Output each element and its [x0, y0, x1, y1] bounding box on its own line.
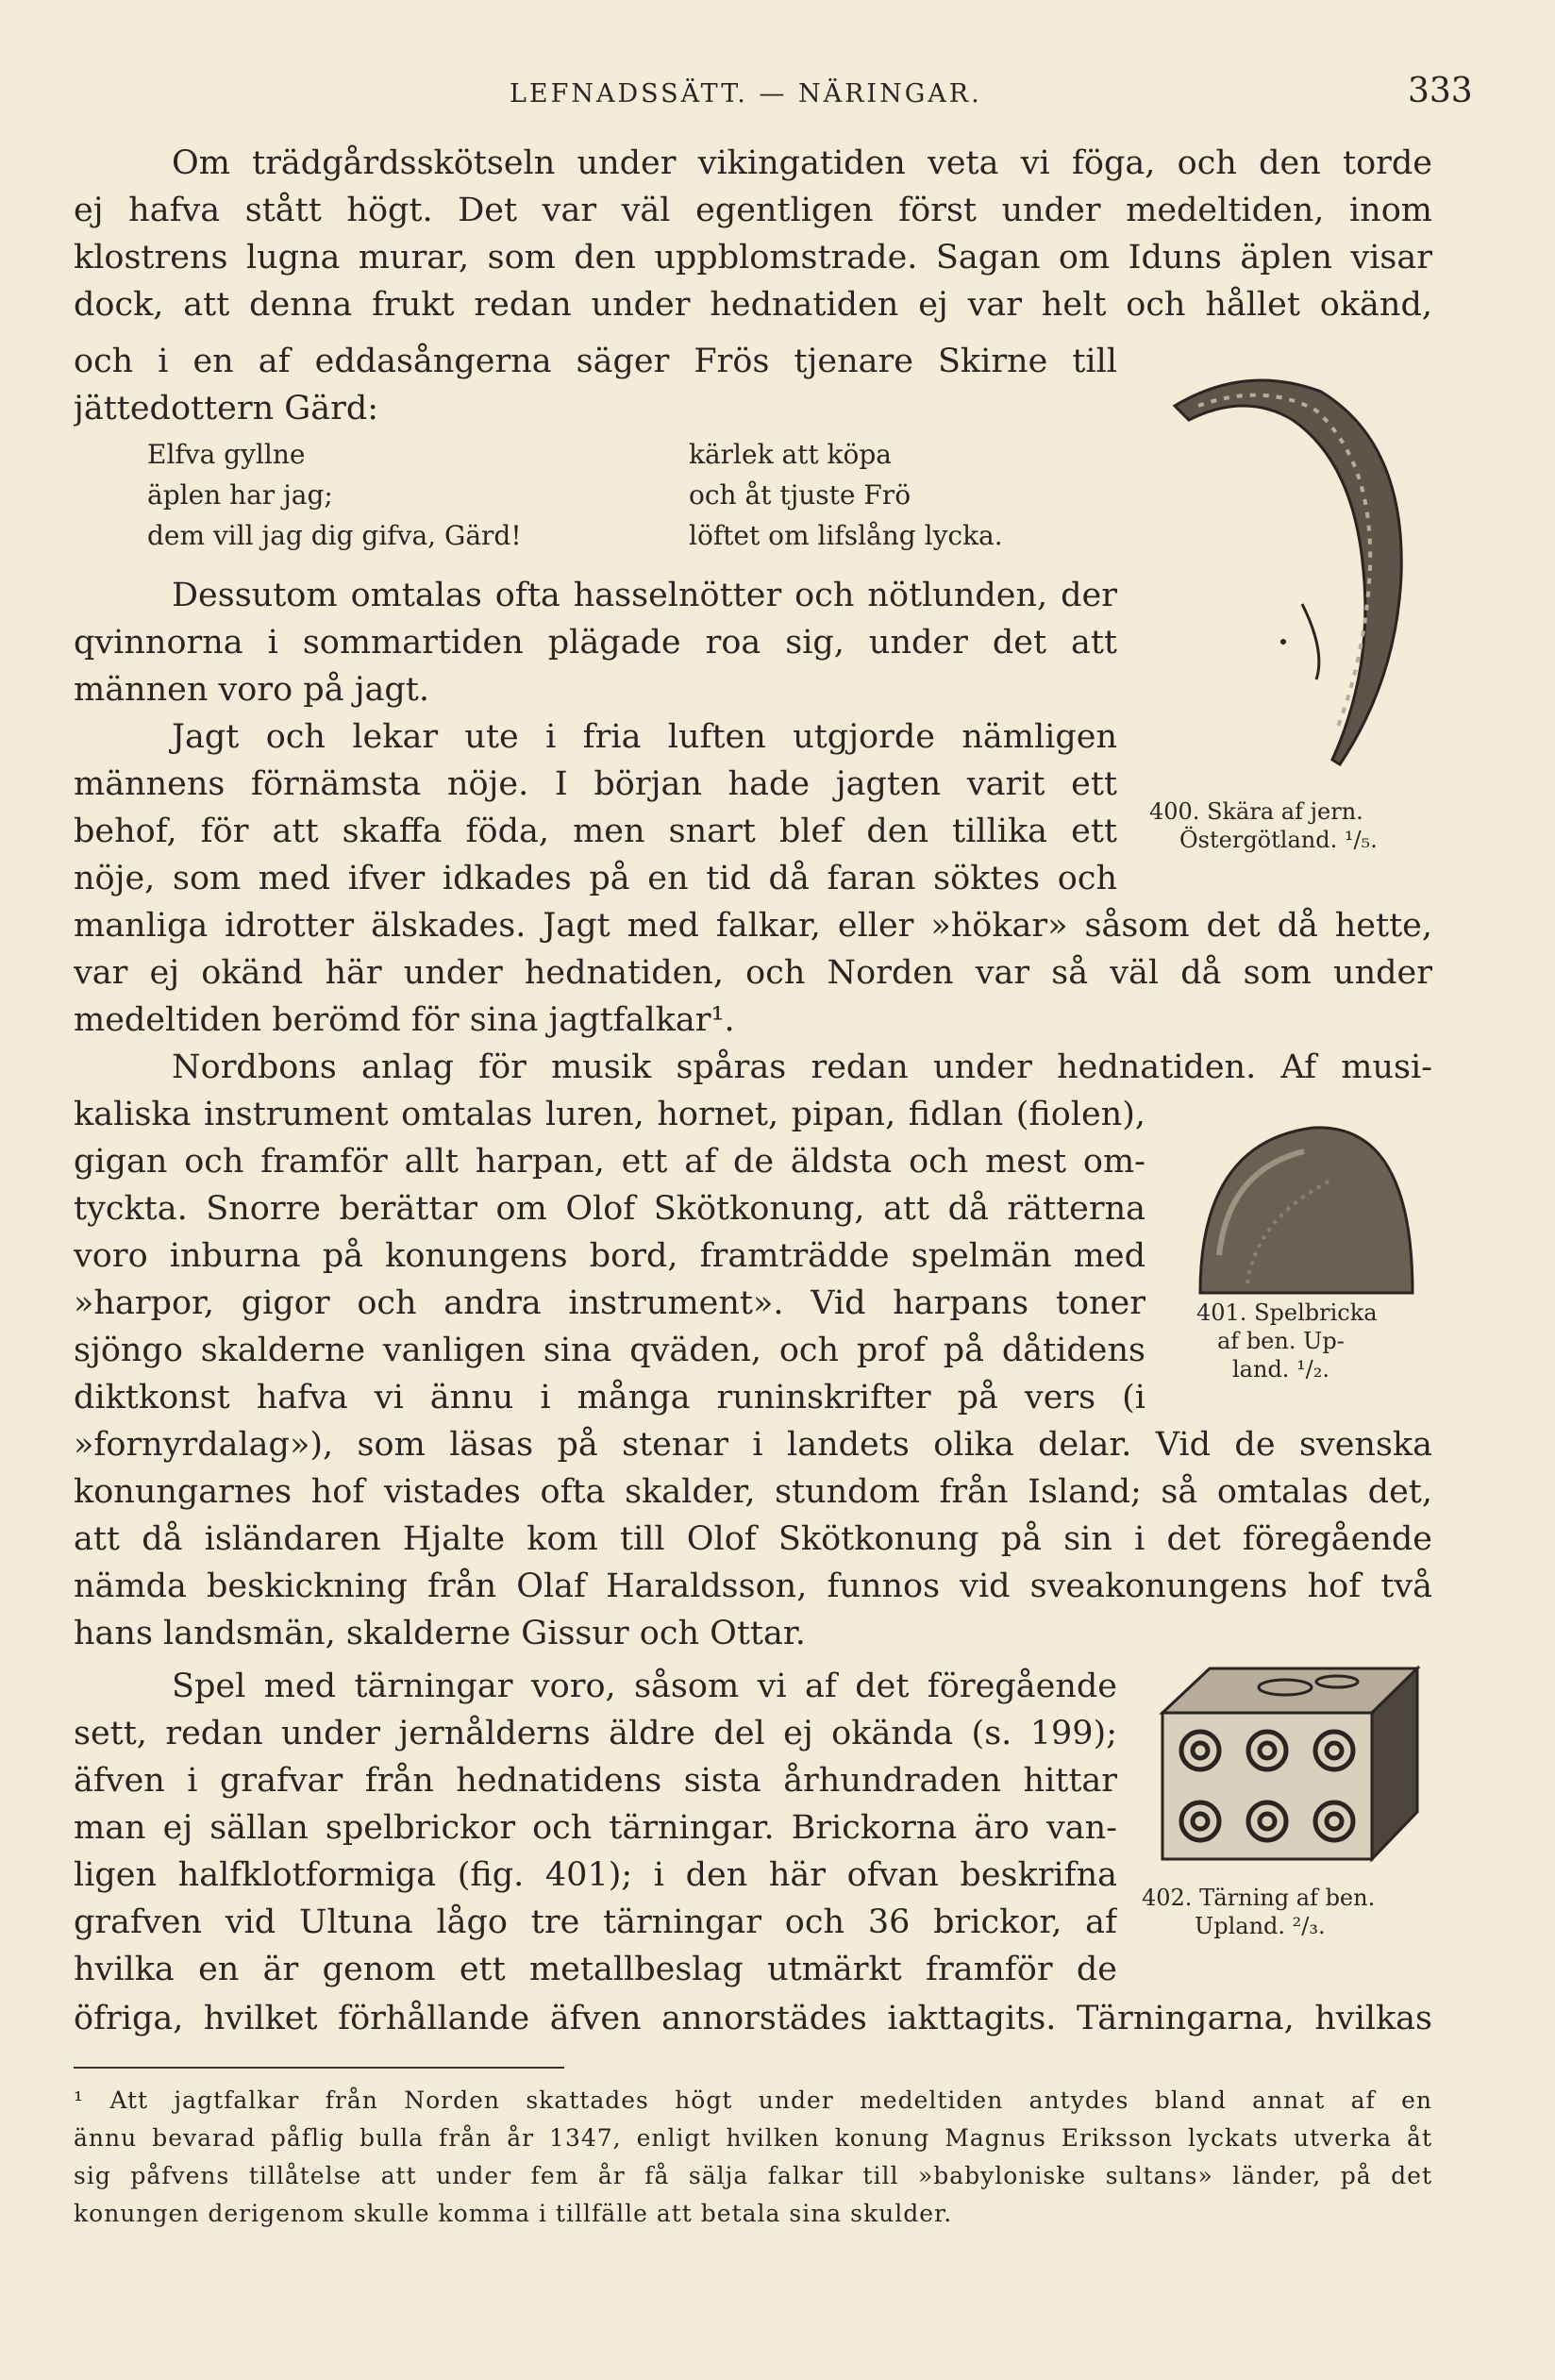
text-line: behof, för att skaffa föda, men snart blef den tillika ett — [74, 813, 1117, 850]
text-line: qvinnorna i sommartiden plägade roa sig, under det att — [74, 624, 1117, 662]
figure-402-caption: Upland. ²/₃. — [1195, 1913, 1326, 1939]
poem-line: kärlek att köpa — [689, 439, 892, 470]
text-line: sjöngo skalderne vanligen sina qväden, och prof på dåtidens — [74, 1332, 1145, 1369]
text-line: nämda beskickning från Olaf Haraldsson, funnos vid sveakonungens hof två — [74, 1567, 1432, 1605]
text-line: nöje, som med ifver idkades på en tid då faran söktes och — [74, 860, 1117, 897]
text-line: hans landsmän, skalderne Gissur och Ottar. — [74, 1615, 806, 1652]
text-line: tyckta. Snorre berättar om Olof Skötkonung, att då rätterna — [74, 1190, 1145, 1228]
text-line: äfven i grafvar från hednatidens sista århundraden hittar — [74, 1762, 1117, 1800]
figure-400-caption: Östergötland. ¹/₅. — [1179, 827, 1378, 853]
text-line: dock, att denna frukt redan under hednatiden ej var helt och hållet okänd, — [74, 286, 1432, 324]
text-line: grafven vid Ultuna lågo tre tärningar och 36 brickor, af — [74, 1903, 1117, 1941]
text-line: kaliska instrument omtalas luren, hornet, pipan, fidlan (fiolen), — [74, 1096, 1145, 1133]
text-line: och i en af eddasångerna säger Frös tjenare Skirne till — [74, 343, 1117, 380]
running-title: LEFNADSSÄTT. — NÄRINGAR. — [510, 79, 982, 109]
poem-line: och åt tjuste Frö — [689, 479, 911, 511]
poem-line: löftet om lifslång lycka. — [689, 520, 1003, 551]
text-line: konungarnes hof vistades ofta skalder, stundom från Island; så omtalas det, — [74, 1473, 1432, 1511]
text-line: var ej okänd här under hednatiden, och Norden var så väl då som under — [74, 954, 1432, 992]
figure-401-caption: 401. Spelbricka — [1196, 1299, 1378, 1326]
poem-line: äplen har jag; — [147, 479, 333, 511]
text-line: gigan och framför allt harpan, ett af de äldsta och mest om- — [74, 1143, 1145, 1181]
figure-401-caption: land. ¹/₂. — [1232, 1356, 1330, 1383]
text-line: Jagt och lekar ute i fria luften utgjorde nämligen — [172, 718, 1117, 756]
text-line: ej hafva stått högt. Det var väl egentligen först under medeltiden, inom — [74, 192, 1432, 229]
text-line: männens förnämsta nöje. I början hade jagten varit ett — [74, 765, 1117, 803]
sickle-figure — [1161, 368, 1444, 802]
text-line: man ej sällan spelbrickor och tärningar. Brickorna äro van- — [74, 1809, 1117, 1847]
text-line: öfriga, hvilket förhållande äfven annorstädes iakttagits. Tärningarna, hvilkas — [74, 2000, 1432, 2037]
poem-line: Elfva gyllne — [147, 439, 306, 470]
text-line: Om trädgårdsskötseln under vikingatiden veta vi föga, och den torde — [172, 144, 1432, 182]
text-line: voro inburna på konungens bord, framträdde spelmän med — [74, 1237, 1145, 1275]
footnote-line: konungen derigenom skulle komma i tillfälle att betala sina skulder. — [74, 2200, 953, 2227]
figure-400-caption: 400. Skära af jern. — [1149, 798, 1363, 825]
text-line: sett, redan under jernålderns äldre del ej okända (s. 199); — [74, 1715, 1117, 1752]
running-header — [0, 72, 1555, 117]
game-piece-figure — [1191, 1114, 1417, 1302]
text-line: att då isländaren Hjalte kom till Olof Skötkonung på sin i det föregående — [74, 1520, 1432, 1558]
footnote-rule — [74, 2067, 564, 2069]
page-number: 333 — [1408, 72, 1473, 110]
text-line: medeltiden berömd för sina jagtfalkar¹. — [74, 1001, 735, 1039]
footnote-line: sig påfvens tillåtelse att under fem år få sälja falkar till »babyloniske sultans» länder, på det — [74, 2162, 1432, 2189]
figure-402-caption: 402. Tärning af ben. — [1142, 1885, 1376, 1911]
footnote-line: ¹ Att jagtfalkar från Norden skattades högt under medeltiden antydes bland annat af en — [74, 2087, 1432, 2114]
text-line: männen voro på jagt. — [74, 671, 430, 709]
figure-401-caption: af ben. Up- — [1217, 1328, 1345, 1354]
text-line: Nordbons anlag för musik spåras redan under hednatiden. Af musi- — [172, 1048, 1432, 1086]
text-line: diktkonst hafva vi ännu i många runinskrifter på vers (i — [74, 1379, 1145, 1416]
text-line: manliga idrotter älskades. Jagt med falkar, eller »hökar» såsom det då hette, — [74, 907, 1432, 945]
text-line: jättedottern Gärd: — [74, 390, 379, 427]
text-line: Dessutom omtalas ofta hasselnötter och nötlunden, der — [172, 577, 1117, 614]
die-figure — [1153, 1661, 1427, 1869]
text-line: »harpor, gigor och andra instrument». Vid harpans toner — [74, 1284, 1145, 1322]
text-line: ligen halfklotformiga (fig. 401); i den här ofvan beskrifna — [74, 1856, 1117, 1894]
text-line: »fornyrdalag»), som läsas på stenar i landets olika delar. Vid de svenska — [74, 1426, 1432, 1464]
poem-line: dem vill jag dig gifva, Gärd! — [147, 520, 522, 551]
text-line: Spel med tärningar voro, såsom vi af det föregående — [172, 1668, 1117, 1705]
footnote-line: ännu bevarad påflig bulla från år 1347, enligt hvilken konung Magnus Eriksson lyckats utverka åt — [74, 2124, 1432, 2152]
text-line: hvilka en är genom ett metallbeslag utmärkt framför de — [74, 1951, 1117, 1988]
text-line: klostrens lugna murar, som den uppblomstrade. Sagan om Iduns äplen visar — [74, 239, 1432, 277]
